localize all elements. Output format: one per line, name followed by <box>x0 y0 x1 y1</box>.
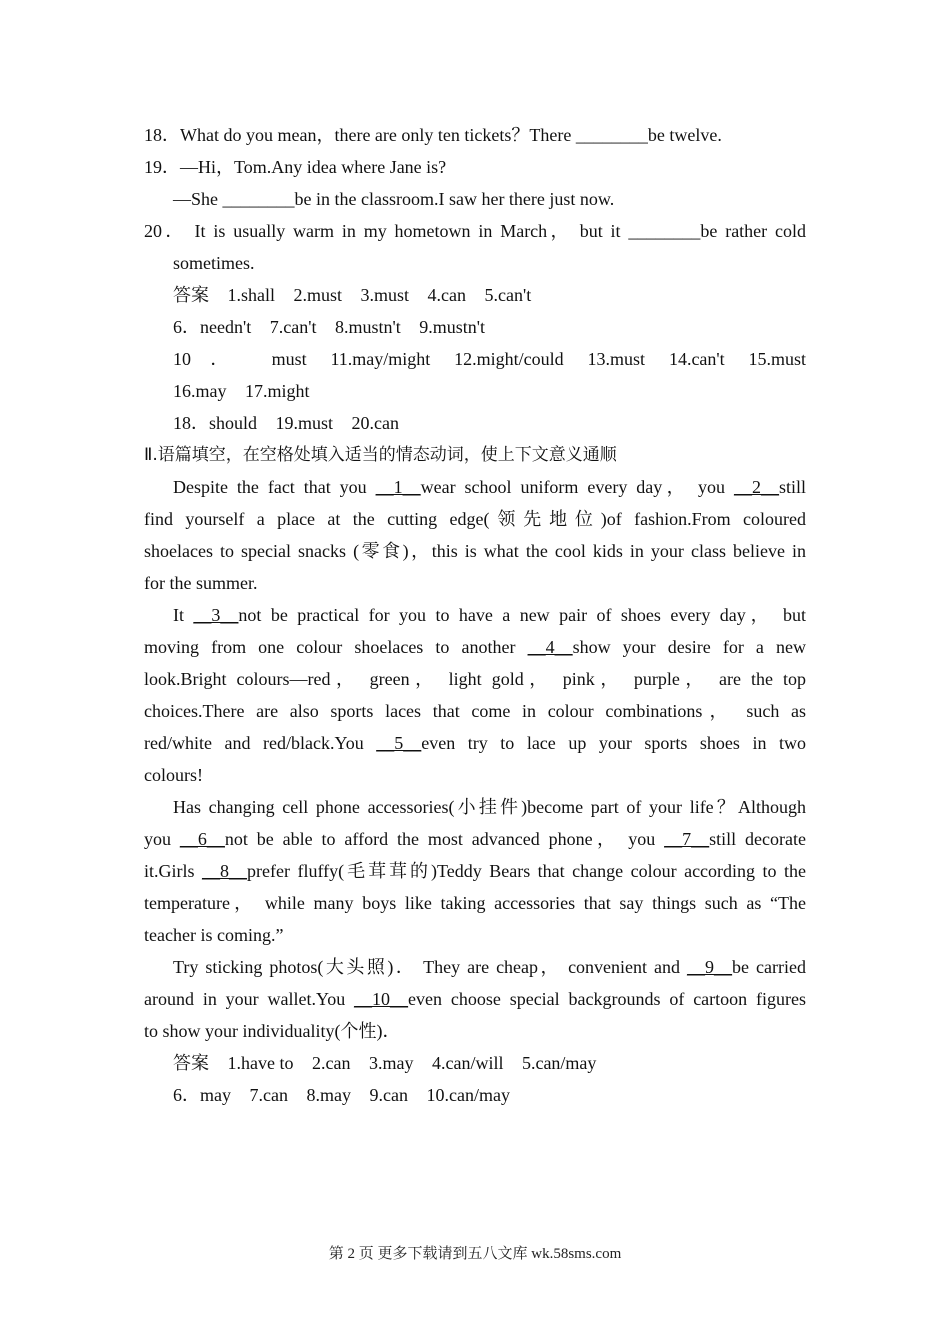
answer-item: 3.may <box>368 1053 414 1073</box>
passage-text: It <box>173 605 194 625</box>
answer-item: 18．should <box>173 413 258 433</box>
page-footer: 第 2 页 更多下载请到五八文库 wk.58sms.com <box>328 1246 622 1262</box>
answer-item: 9.mustn't <box>419 317 485 337</box>
answer-row-s2-1 <box>144 1047 806 1079</box>
passage-line <box>144 471 806 503</box>
answer-item: 1.shall <box>227 285 275 305</box>
answer-item: 5.can/may <box>521 1053 597 1073</box>
answer-row-2 <box>144 311 806 343</box>
passage-line: to show your individuality(个性)． <box>144 1021 401 1041</box>
passage-text: moving from one colour shoelaces to another <box>144 637 528 657</box>
passage-line: temperature， while many boys like taking accessories that say things such as “The <box>144 893 806 913</box>
question-19-line-2: —She ________be in the classroom.I saw her there just now. <box>173 189 615 209</box>
passage-text: still decorate <box>709 829 806 849</box>
passage-text: even try to lace up your sports shoes in two <box>421 733 806 753</box>
answer-item: 4.can <box>427 285 467 305</box>
question-20: 20． It is usually warm in my hometown in March， but it ________be rather cold <box>144 221 806 241</box>
answer-item: 16.may <box>173 381 227 401</box>
passage-line <box>144 855 806 887</box>
answer-item: 9.can <box>369 1085 408 1105</box>
blank-3: __3__ <box>193 605 239 625</box>
blank-6: __6__ <box>179 829 225 849</box>
blank-10: __10__ <box>354 989 409 1009</box>
blank-8: __8__ <box>202 861 247 881</box>
blank-5: __5__ <box>376 733 422 753</box>
answer-item: 20.can <box>351 413 400 433</box>
document-page <box>144 119 806 1111</box>
passage-line: Has changing cell phone accessories(小挂件)become part of your life？Although <box>173 797 806 817</box>
passage-text: be carried <box>732 957 807 977</box>
section-2-heading: Ⅱ.语篇填空，在空格处填入适当的情态动词，使上下文意义通顺 <box>144 445 617 465</box>
answer-row-3 <box>144 343 806 375</box>
answer-row-5 <box>144 407 806 439</box>
passage-line: shoelaces to special snacks (零食)，this is what the cool kids in your class believe in <box>144 541 806 561</box>
passage-line: teacher is coming.” <box>144 925 284 945</box>
answer-item: 11.may/might <box>330 349 431 369</box>
passage-text: not be practical for you to have a new pair of shoes every day， but <box>238 605 806 625</box>
answer-item: 10.can/may <box>426 1085 510 1105</box>
passage-text: it.Girls <box>144 861 202 881</box>
answer-item: 10． must <box>173 349 307 369</box>
passage-text: even choose special backgrounds of cartoon figures <box>408 989 806 1009</box>
passage-text: around in your wallet.You <box>144 989 355 1009</box>
passage-text: not be able to afford the most advanced phone， you <box>224 829 665 849</box>
passage-line <box>144 983 806 1015</box>
passage-text: still <box>778 477 806 497</box>
blank-1: __1__ <box>375 477 421 497</box>
answer-row-4 <box>144 375 806 407</box>
passage-text: Try sticking photos(大头照)． They are cheap， convenient and <box>173 957 688 977</box>
blank-2: __2__ <box>733 477 779 497</box>
answer-item: 8.may <box>306 1085 351 1105</box>
answer-label: 答案 <box>173 1053 209 1073</box>
answer-item: 19.must <box>275 413 334 433</box>
answer-item: 1.have to <box>227 1053 294 1073</box>
answer-item: 6．may <box>173 1085 231 1105</box>
passage-line: for the summer. <box>144 573 258 593</box>
blank-4: __4__ <box>527 637 573 657</box>
answer-item: 5.can't <box>484 285 532 305</box>
passage-text: show your desire for a new <box>572 637 806 657</box>
passage-line <box>144 951 806 983</box>
answer-row-1 <box>144 279 806 311</box>
passage-text: wear school uniform every day， you <box>420 477 734 497</box>
passage-line: colours! <box>144 765 203 785</box>
passage-line: choices.There are also sports laces that come in colour combinations， such as <box>144 701 806 721</box>
question-19: 19．—Hi，Tom.Any idea where Jane is? <box>144 157 447 177</box>
blank-9: __9__ <box>687 957 733 977</box>
passage-line: find yourself a place at the cutting edge(领先地位)of fashion.From coloured <box>144 509 806 529</box>
passage-line <box>144 727 806 759</box>
answer-item: 4.can/will <box>431 1053 504 1073</box>
passage-line <box>144 823 806 855</box>
passage-line <box>144 599 806 631</box>
answer-item: 2.must <box>293 285 343 305</box>
question-18: 18．What do you mean，there are only ten tickets？There ________be twelve. <box>144 125 722 145</box>
answer-item: 12.might/could <box>454 349 564 369</box>
blank-7: __7__ <box>664 829 710 849</box>
answer-item: 13.must <box>587 349 646 369</box>
answer-row-s2-2 <box>144 1079 806 1111</box>
answer-item: 15.must <box>748 349 807 369</box>
answer-item: 6．needn't <box>173 317 252 337</box>
answer-item: 17.might <box>245 381 310 401</box>
passage-text: red/white and red/black.You <box>144 733 377 753</box>
answer-item: 3.must <box>360 285 410 305</box>
answer-item: 14.can't <box>668 349 725 369</box>
passage-text: prefer fluffy(毛茸茸的)Teddy Bears that change colour according to the <box>247 861 806 881</box>
passage-line: look.Bright colours—red， green， light gold， pink， purple， are the top <box>144 669 806 689</box>
question-20-line-2: sometimes. <box>173 253 255 273</box>
passage-line <box>144 631 806 663</box>
passage-text: you <box>144 829 180 849</box>
answer-item: 2.can <box>311 1053 351 1073</box>
answer-item: 8.mustn't <box>334 317 401 337</box>
answer-item: 7.can <box>249 1085 288 1105</box>
passage-text: Despite the fact that you <box>173 477 376 497</box>
answer-item: 7.can't <box>269 317 317 337</box>
answer-label: 答案 <box>173 285 209 305</box>
